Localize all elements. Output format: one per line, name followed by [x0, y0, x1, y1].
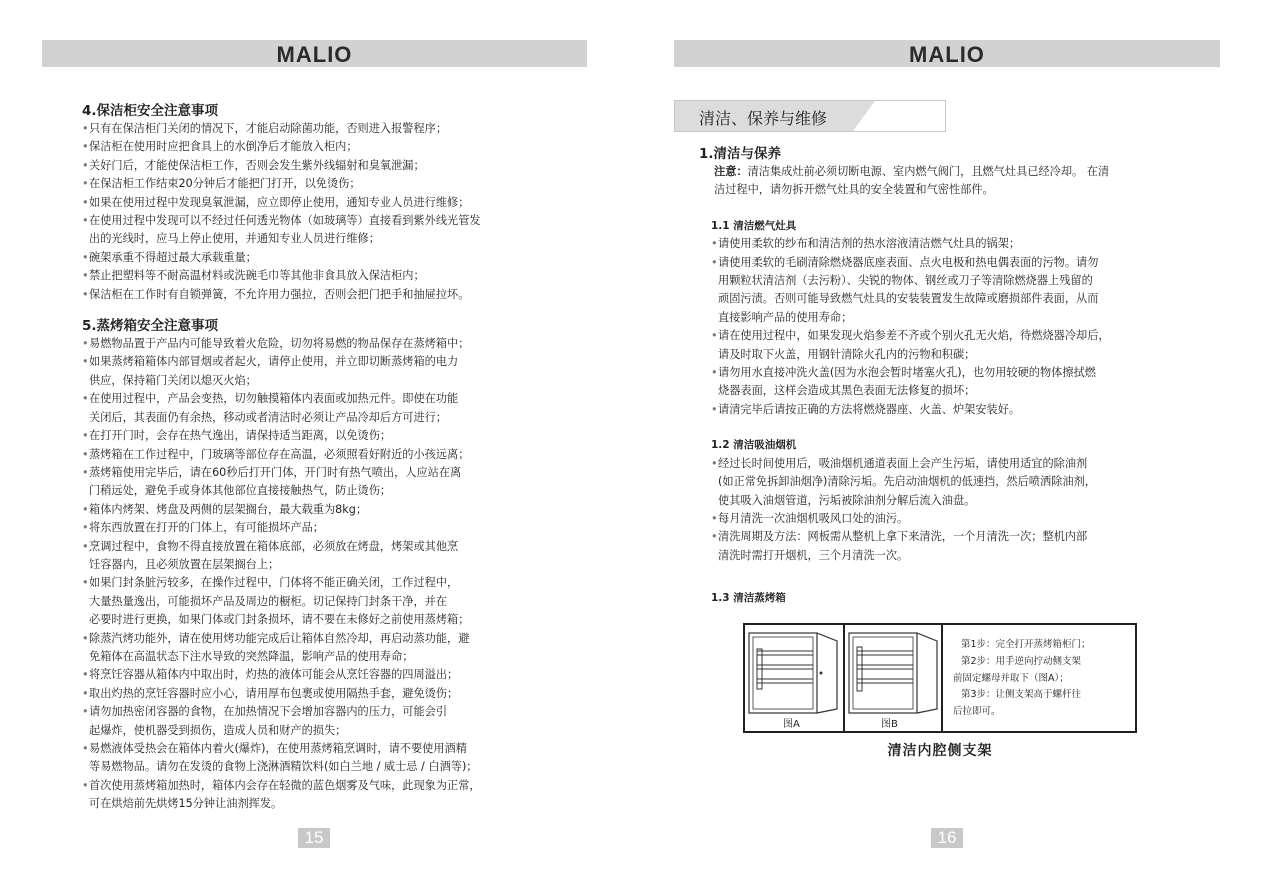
- list-item-text: 请勿用水直接冲洗火盖(因为水泡会暂时堵塞火孔)，也勿用较硬的物体擦拭燃: [718, 366, 1096, 380]
- list-item-text: 供应，保持箱门关闭以熄灭火焰；: [89, 373, 257, 387]
- figure-step-line: 后拉即可。: [953, 706, 1001, 718]
- list-item-text: 禁止把塑料等不耐高温材料或洗碗毛巾等其他非食具放入保洁柜内；: [89, 269, 425, 283]
- list-item: [82, 409, 552, 427]
- section-5-title: 5.蒸烤箱安全注意事项: [82, 318, 219, 335]
- subsection-1-2-list: [699, 455, 1159, 565]
- subsection-1-1-title: 1.1 清洁燃气灶具: [711, 219, 797, 232]
- bullet: •: [82, 214, 89, 228]
- list-item: [82, 157, 552, 175]
- bullet: •: [711, 237, 718, 251]
- figure-step-line: 第2步：用手逆向拧动侧支架: [961, 655, 1082, 667]
- list-item: [711, 327, 1159, 345]
- list-item-text: 易燃物品置于产品内可能导致着火危险，切勿将易燃的物品保存在蒸烤箱中；: [89, 337, 470, 351]
- figure-steps: [953, 637, 1091, 721]
- list-item: [82, 593, 552, 611]
- bullet: •: [711, 530, 718, 544]
- list-item: [82, 286, 552, 304]
- oven-rack-illustration-b: [845, 629, 941, 721]
- bullet: •: [711, 511, 718, 525]
- right-header-bar: [674, 40, 1220, 67]
- list-item-text: 取出灼热的烹饪容器时应小心，请用厚布包裹或使用隔热手套，避免烫伤；: [89, 686, 459, 700]
- list-item: [82, 666, 552, 684]
- bullet: •: [82, 742, 89, 755]
- list-item: [82, 538, 552, 556]
- bullet: •: [82, 668, 89, 682]
- list-item: [82, 267, 552, 285]
- figure-step-line: 前固定螺母并取下（图A）；: [953, 672, 1069, 684]
- list-item-text: 关好门后，才能使保洁柜工作，否则会发生紫外线辐射和臭氧泄漏；: [89, 158, 425, 172]
- list-item: [82, 501, 552, 519]
- list-item: [82, 138, 552, 156]
- list-item-text: 只有在保洁柜门关闭的情况下，才能启动除菌功能，否则进入报警程序；: [89, 122, 448, 135]
- list-item: [82, 556, 552, 574]
- list-item: [711, 492, 1159, 510]
- list-item-text: 请使用柔软的毛刷清除燃烧器底座表面、点火电极和热电偶表面的污物。请勿: [718, 255, 1099, 269]
- bullet: •: [82, 447, 89, 461]
- page-number: 15: [298, 828, 330, 848]
- bullet: •: [82, 465, 89, 479]
- list-item: [82, 574, 552, 592]
- list-item: [82, 446, 552, 464]
- oven-rack-illustration-a: [745, 629, 841, 721]
- list-item: [711, 272, 1159, 290]
- bullet: •: [82, 429, 89, 443]
- list-item-text: 出的光线时，应马上停止使用，并通知专业人员进行维修；: [89, 232, 380, 246]
- list-item: [711, 346, 1159, 364]
- bullet: •: [82, 705, 89, 719]
- list-item: [711, 235, 1159, 253]
- bullet: •: [82, 195, 89, 209]
- list-item: [82, 685, 552, 703]
- list-item-text: 每月清洗一次油烟机吸风口处的油污。: [718, 511, 909, 525]
- note-label: 注意：: [714, 165, 748, 178]
- figure-step-line: 第3步：让侧支架高于螺杆往: [961, 689, 1082, 701]
- list-item-text: 请勿加热密闭容器的食物，在加热情况下会增加容器内的压力，可能会引: [89, 705, 448, 719]
- list-item-text: 必要时进行更换，如果门体或门封条损坏，请不要在未修好之前使用蒸烤箱；: [89, 613, 470, 627]
- bullet: •: [711, 456, 718, 470]
- bullet: •: [82, 287, 89, 301]
- list-item: [82, 758, 552, 776]
- list-item: [711, 473, 1159, 491]
- figure-caption: 清洁内腔侧支架: [887, 743, 993, 759]
- list-item: [711, 547, 1159, 565]
- list-item: [711, 401, 1159, 419]
- list-item-text: 将烹饪容器从箱体内中取出时，灼热的液体可能会从烹饪容器的四周溢出；: [89, 668, 459, 682]
- section-4-title: 4.保洁柜安全注意事项: [82, 103, 219, 119]
- list-item-text: 如果蒸烤箱箱体内部冒烟或者起火，请停止使用，并立即切断蒸烤箱的电力: [89, 355, 459, 369]
- list-item-text: 门稍远处，避免手或身体其他部位直接接触热气，防止烫伤；: [89, 484, 392, 498]
- list-item-text: 保洁柜在工作时有自锁弹簧，不允许用力强拉，否则会把门把手和抽屉拉坏。: [89, 287, 470, 301]
- list-item: [711, 290, 1159, 308]
- list-item-text: 如果门封条脏污较多，在操作过程中，门体将不能正确关闭，工作过程中，: [89, 576, 459, 590]
- list-item: [82, 212, 552, 230]
- figure-step-line: 第1步：完全打开蒸烤箱柜门；: [961, 639, 1091, 650]
- list-item: [82, 611, 552, 629]
- list-item-text: 箱体内烤架、烤盘及两侧的层架搁台，最大载重为8kg；: [89, 502, 368, 516]
- list-item: [711, 382, 1159, 400]
- bullet: •: [82, 177, 89, 191]
- steam-oven-figure: [743, 623, 1137, 733]
- list-item: [82, 722, 552, 740]
- bullet: •: [82, 122, 89, 135]
- bullet: •: [711, 402, 718, 416]
- list-item: [82, 353, 552, 371]
- bullet: •: [82, 269, 89, 283]
- list-item: [82, 194, 552, 212]
- list-item-text: 顽固污渍。否则可能导致燃气灶具的安装装置发生故障或磨损部件表面，从而: [718, 292, 1099, 306]
- list-item-text: 清洗周期及方法：网板需从整机上拿下来清洗，一个月清洗一次；整机内部: [718, 530, 1088, 544]
- list-item-text: 请在使用过程中，如果发现火焰参差不齐或个别火孔无火焰，待燃烧器冷却后，: [718, 329, 1110, 343]
- list-item: [82, 703, 552, 721]
- list-item: [82, 519, 552, 537]
- list-item: [82, 249, 552, 267]
- note-line: [699, 163, 1159, 181]
- list-item-text: 经过长时间使用后，吸油烟机通道表面上会产生污垢，请使用适宜的除油剂: [718, 456, 1088, 470]
- list-item-text: 烹调过程中，食物不得直接放置在箱体底部，必须放在烤盘，烤架或其他烹: [89, 539, 459, 553]
- list-item-text: 请清完毕后请按正确的方法将燃烧器座、火盖、炉架安装好。: [718, 402, 1021, 416]
- list-item: [82, 464, 552, 482]
- figure-a-cell: [745, 625, 845, 731]
- bullet: •: [82, 392, 89, 406]
- list-item-text: 首次使用蒸烤箱加热时，箱体内会存在轻微的蓝色烟雾及气味，此现象为正常，: [89, 778, 481, 792]
- subsection-1-2-title: 1.2 清洁吸油烟机: [711, 439, 797, 452]
- list-item: [82, 630, 552, 648]
- list-item-text: 烧器表面，这样会造成其黑色表面无法修复的损坏；: [718, 384, 976, 398]
- list-item: [82, 427, 552, 445]
- list-item: [82, 175, 552, 193]
- bullet: •: [711, 366, 718, 380]
- list-item: [711, 309, 1159, 327]
- left-header-bar: [42, 40, 587, 67]
- list-item: [82, 482, 552, 500]
- list-item: [711, 254, 1159, 272]
- subsection-1-3-title: 1.3 清洁蒸烤箱: [711, 592, 786, 605]
- section-tab: [674, 100, 946, 132]
- list-item-text: 大量热量逸出，可能损坏产品及周边的橱柜。切记保持门封条干净，并在: [89, 594, 448, 608]
- bullet: •: [82, 521, 89, 535]
- bullet: •: [82, 355, 89, 369]
- list-item-text: 使其吸入油烟管道，污垢被除油剂分解后流入油盘。: [718, 493, 976, 507]
- list-item-text: 蒸烤箱在工作过程中，门玻璃等部位存在高温，必须照看好附近的小孩远离；: [89, 447, 470, 461]
- list-item-text: 易燃液体受热会在箱体内着火(爆炸)，在使用蒸烤箱烹调时，请不要使用酒精: [89, 742, 467, 755]
- list-item: [82, 795, 552, 813]
- list-item-text: 请及时取下火盖，用钢针清除火孔内的污物和积碳；: [718, 347, 976, 361]
- note-line: 洁过程中，请勿拆开燃气灶具的安全装置和气密性部件。: [714, 183, 994, 197]
- list-item-text: 在打开门时，会存在热气逸出，请保持适当距离，以免烫伤；: [89, 429, 392, 443]
- bullet: •: [82, 140, 89, 154]
- list-item: [711, 510, 1159, 528]
- list-item: [711, 364, 1159, 382]
- list-item: [82, 120, 552, 138]
- list-item: [82, 777, 552, 795]
- brand-logo: MALIO: [909, 42, 985, 67]
- figure-a-label: 图A: [783, 719, 800, 730]
- list-item-text: 请使用柔软的纱布和清洁剂的热水溶液清洁燃气灶具的锅架；: [718, 237, 1021, 251]
- list-item-text: 可在烘焙前先烘烤15分钟让油剂挥发。: [89, 797, 283, 811]
- list-item: [82, 740, 552, 758]
- left-page-content: [82, 102, 552, 814]
- list-item: [82, 390, 552, 408]
- list-item-text: 关闭后，其表面仍有余热，移动或者清洁时必须让产品冷却后方可进行；: [89, 410, 448, 424]
- list-item-text: 保洁柜在使用时应把食具上的水倒净后才能放入柜内；: [89, 140, 358, 154]
- bullet: •: [82, 502, 89, 516]
- bullet: •: [82, 539, 89, 553]
- bullet: •: [711, 329, 718, 343]
- list-item-text: 饪容器内，且必须放置在层架搁台上；: [89, 557, 280, 571]
- list-item: [711, 528, 1159, 546]
- bullet: •: [82, 576, 89, 590]
- bullet: •: [82, 631, 89, 645]
- bullet: •: [82, 686, 89, 700]
- figure-b-label: 图B: [881, 719, 898, 730]
- list-item: [711, 455, 1159, 473]
- section-4-list: [82, 120, 552, 304]
- list-item-text: 除蒸汽烤功能外，请在使用烤功能完成后让箱体自然冷却，再启动蒸功能，避: [89, 631, 470, 645]
- bullet: •: [82, 250, 89, 264]
- list-item-text: 在保洁柜工作结束20分钟后才能把门打开，以免烫伤；: [89, 177, 361, 191]
- list-item-text: 在使用过程中，产品会变热，切勿触摸箱体内表面或加热元件。即使在功能: [89, 392, 459, 406]
- list-item-text: 等易燃物品。请勿在发烫的食物上浇淋酒精饮料(如白兰地 / 威士忌 / 白酒等)；: [89, 760, 478, 774]
- list-item-text: 如果在使用过程中发现臭氧泄漏，应立即停止使用，通知专业人员进行维修；: [89, 195, 470, 209]
- list-item-text: 清洗时需打开烟机，三个月清洗一次。: [718, 548, 909, 562]
- bullet: •: [82, 158, 89, 172]
- list-item-text: 直接影响产品的使用寿命；: [718, 310, 853, 324]
- list-item: [82, 230, 552, 248]
- list-item-text: 免箱体在高温状态下注水导致的突然降温，影响产品的使用寿命；: [89, 649, 414, 663]
- bullet: •: [82, 778, 89, 792]
- list-item-text: (如正常免拆卸油烟净)清除污垢。先启动油烟机的低速挡，然后喷洒除油剂，: [718, 475, 1096, 489]
- list-item-text: 起爆炸，使机器受到损伤，造成人员和财产的损失；: [89, 723, 347, 737]
- list-item-text: 碗架承重不得超过最大承载重量；: [89, 250, 257, 264]
- list-item: [82, 372, 552, 390]
- cleaning-title: 1.清洁与保养: [699, 146, 782, 162]
- figure-b-cell: [845, 625, 943, 731]
- bullet: •: [82, 337, 89, 351]
- list-item-text: 将东西放置在打开的门体上，有可能损坏产品；: [89, 521, 324, 535]
- right-page-content: [699, 145, 1159, 608]
- list-item-text: 在使用过程中发现可以不经过任何透光物体（如玻璃等）直接看到紫外线光管发: [89, 214, 481, 228]
- list-item: [82, 648, 552, 666]
- bullet: •: [711, 255, 718, 269]
- subsection-1-1-list: [699, 235, 1159, 419]
- page-number: 16: [931, 828, 963, 848]
- note-text: 清洁集成灶前必须切断电源、室内燃气阀门，且燃气灶具已经冷却。 在清: [747, 165, 1110, 178]
- section-5-list: [82, 335, 552, 814]
- list-item-text: 蒸烤箱使用完毕后，请在60秒后打开门体，开门时有热气喷出，人应站在离: [89, 465, 462, 479]
- brand-logo: MALIO: [276, 42, 353, 67]
- list-item-text: 用颗粒状清洁剂（去污粉）、尖锐的物体、钢丝或刀子等清除燃烧器上残留的: [718, 274, 1093, 288]
- section-tab-label: 清洁、保养与维修: [699, 109, 828, 128]
- list-item: [82, 335, 552, 353]
